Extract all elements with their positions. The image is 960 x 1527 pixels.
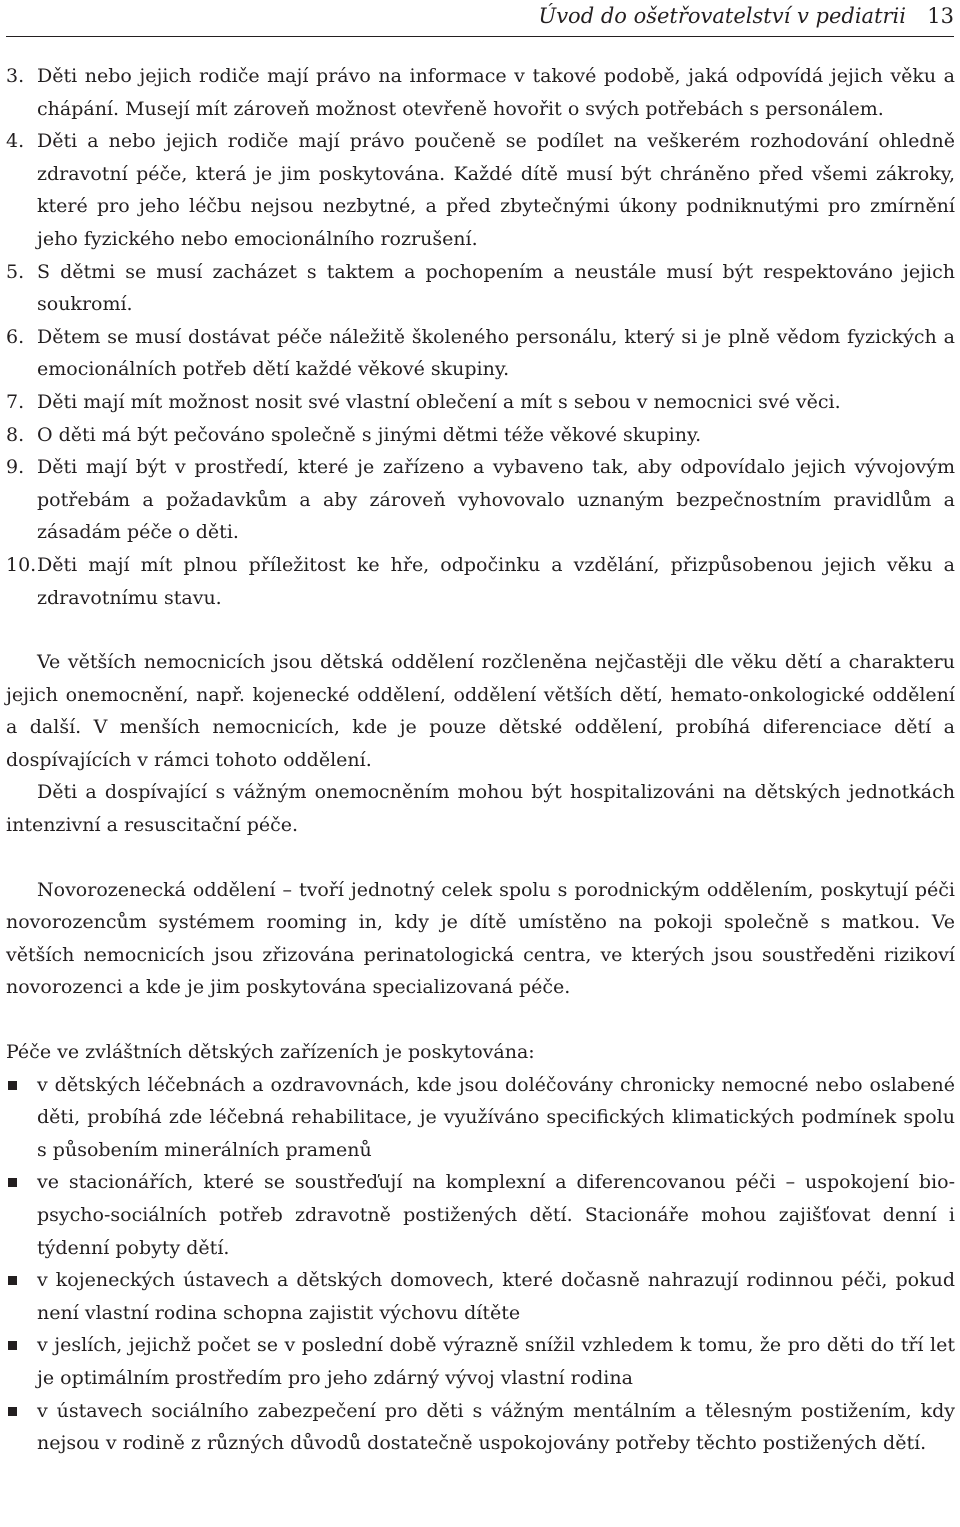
bullet-item — [6, 1069, 955, 1167]
list-item-number: 8. — [6, 423, 25, 446]
paragraph-departments: Ve větších nemocnicích jsou dětská oddělení rozčleněna nejčastěji dle věku dětí a charakteru jejich onemocnění, např. kojenecké oddělení, oddělení větších dětí, hemato-onkologické oddělení a další. V menších nemocnicích, kde je pouze dětské oddělení, probíhá diferenciace dětí a dospívajících v rámci tohoto oddělení. — [6, 651, 955, 771]
facilities-list — [6, 1069, 955, 1460]
list-item-number: 6. — [6, 325, 25, 348]
list-item-text: Děti mají být v prostředí, které je zařízeno a vybaveno tak, aby odpovídalo jejich vývojovým potřebám a požadavkům a aby zároveň vyhovovalo uznaným bezpečnostním pravidlům a zásadám péče o děti. — [37, 456, 955, 544]
list-item-number: 4. — [6, 130, 25, 153]
bullet-item-text: v kojeneckých ústavech a dětských domovech, které dočasně nahrazují rodinnou péči, pokud není vlastní rodina schopna zajistit výchovu dítěte — [37, 1269, 955, 1324]
spacer — [6, 1004, 955, 1036]
list-item — [6, 256, 955, 321]
square-bullet-icon — [8, 1276, 17, 1285]
list-item — [6, 386, 955, 419]
square-bullet-icon — [8, 1081, 17, 1090]
list-item — [6, 321, 955, 386]
bullet-item-text: ve stacionářích, které se soustřeďují na komplexní a diferencovanou péči – uspokojení bio-psycho-sociálních potřeb zdravotně postižených dětí. Stacionáře mohou zajišťovat denní i týdenní pobyty dětí. — [37, 1171, 955, 1259]
list-item-text: O děti má být pečováno společně s jinými dětmi téže věkové skupiny. — [37, 423, 702, 446]
running-header — [6, 0, 954, 37]
list-item-number: 3. — [6, 65, 25, 87]
paragraph-intensive-care: Děti a dospívající s vážným onemocněním mohou být hospitalizováni na dětských jednotkách intenzivní a resuscitační péče. — [6, 781, 955, 837]
list-item — [6, 125, 955, 255]
rights-list — [6, 60, 955, 614]
list-item — [6, 419, 955, 452]
list-item-text: Dětem se musí dostávat péče náležitě školeného personálu, který si je plně vědom fyzických a emocionálních potřeb dětí každé věkové skupiny. — [37, 325, 955, 381]
square-bullet-icon — [8, 1178, 17, 1187]
bullet-item-text: v ústavech sociálního zabezpečení pro děti s vážným mentálním a tělesným postižením, kdy nejsou v rodině z různých důvodů dostatečně uspokojovány potřeby těchto postižených dětí. — [37, 1399, 955, 1455]
list-item — [6, 60, 955, 125]
paragraph-neonatal: Novorozenecká oddělení – tvoří jednotný celek spolu s porodnickým oddělením, poskytují péči novorozencům systémem rooming in, kdy je dítě umístěno na pokoji společně s matkou. Ve větších nemocnicích jsou zřizována perinatologická centra, ve kterých jsou soustředěni rizikoví novorozenci a kde je jim poskytována specializovaná péče. — [6, 878, 955, 999]
bullet-item — [6, 1166, 955, 1264]
list-item-text: Děti mají mít plnou příležitost ke hře, odpočinku a vzdělání, přizpůsobenou jejich věku a zdravotnímu stavu. — [37, 553, 955, 609]
list-item-text: Děti a nebo jejich rodiče mají právo poučeně se podílet na veškerém rozhodování ohledně zdravotní péče, která je jim poskytována. Každé dítě musí být chráněno před všemi zákroky, které pro jeho léčbu nejsou nezbytné, a před zbytečnými úkony podniknutými pro zmírnění jeho fyzického nebo emocionálního rozrušení. — [37, 130, 955, 250]
page-content — [6, 60, 955, 1460]
spacer — [6, 614, 955, 646]
square-bullet-icon — [8, 1341, 17, 1350]
list-item-number: 7. — [6, 390, 25, 413]
bullet-item — [6, 1329, 955, 1394]
bullet-item — [6, 1395, 955, 1460]
list-item-text: Děti nebo jejich rodiče mají právo na informace v takové podobě, jaká odpovídá jejich věku a chápání. Musejí mít zároveň možnost otevřeně hovořit o svých potřebách s personálem. — [37, 65, 955, 120]
header-title: Úvod do ošetřovatelství v pediatrii — [538, 4, 906, 28]
bullet-item — [6, 1264, 955, 1329]
list-item — [6, 549, 955, 614]
list-item-number: 5. — [6, 260, 25, 283]
square-bullet-icon — [8, 1407, 17, 1416]
list-item — [6, 451, 955, 549]
paragraph-special-care-intro: Péče ve zvláštních dětských zařízeních je poskytována: — [6, 1041, 535, 1064]
list-item-text: S dětmi se musí zacházet s taktem a pochopením a neustále musí být respektováno jejich soukromí. — [37, 260, 955, 316]
list-item-number: 9. — [6, 456, 25, 479]
bullet-item-text: v dětských léčebnách a ozdravovnách, kde jsou doléčovány chronicky nemocné nebo oslabené děti, probíhá zde léčebná rehabilitace, je využíváno specifických klimatických podmínek spolu s působením minerálních pramenů — [37, 1073, 955, 1161]
spacer — [6, 842, 955, 874]
list-item-text: Děti mají mít možnost nosit své vlastní oblečení a mít s sebou v nemocnici své věci. — [37, 390, 841, 413]
page-number: 13 — [927, 4, 954, 28]
list-item-number: 10. — [6, 553, 37, 576]
bullet-item-text: v jeslích, jejichž počet se v poslední době výrazně snížil vzhledem k tomu, že pro děti do tří let je optimálním prostředím pro jeho zdárný vývoj vlastní rodina — [37, 1334, 955, 1389]
